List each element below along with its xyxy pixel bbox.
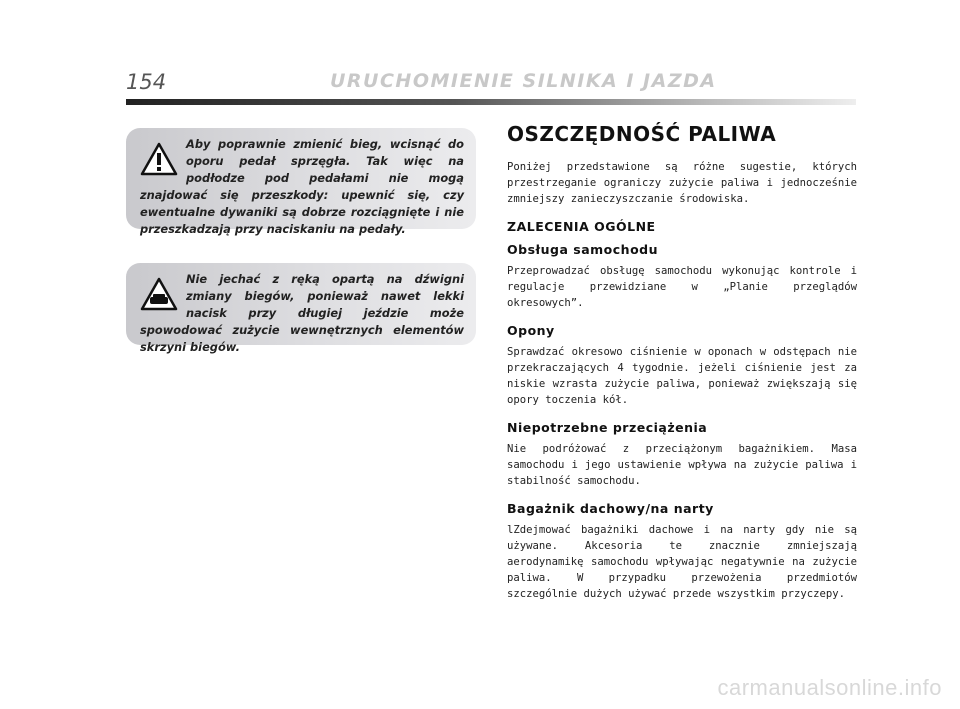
header-rule: [126, 99, 856, 105]
chapter-title: URUCHOMIENIE SILNIKA I JAZDA: [330, 70, 717, 92]
item-text-tyres: Sprawdzać okresowo ciśnienie w oponach w odstępach nie przekraczających 4 tygodnie. jeżeli ciśnienie jest za niskie wzrasta zużycie paliwa, ponieważ zwiększają się opory toczenia kół.: [507, 346, 857, 406]
watermark: carmanualsonline.info: [717, 675, 942, 700]
warning-triangle-icon: [140, 142, 178, 176]
warning-text: Nie jechać z ręką opartą na dźwigni zmiany biegów, ponieważ nawet lekki nacisk przy długiej jeździe może spowodować zużycie wewnętrznych elementów skrzyni biegów.: [140, 272, 464, 354]
attention-triangle-icon: [140, 277, 178, 311]
warning-box-clutch: [126, 128, 476, 236]
warning-box-gear-lever: [126, 263, 476, 354]
section-intro: Poniżej przedstawione są różne sugestie, których przestrzeganie ograniczy zużycie paliwa i jednocześnie zmniejszy zanieczyszczanie środowiska.: [507, 161, 857, 205]
item-text-roof-rack: lZdejmować bagażniki dachowe i na narty gdy nie są używane. Akcesoria te znacznie zmniejszają aerodynamikę samochodu wpływając negatywnie na zużycie paliwa. W przypadku przewożenia przedmiotów szczególnie dużych używać przede wszystkim przyczepy.: [507, 524, 857, 600]
item-title-overload: Niepotrzebne przeciążenia: [507, 420, 708, 435]
item-text-maintenance: Przeprowadzać obsługę samochodu wykonując kontrole i regulacje przewidziane w „Planie przeglądów okresowych”.: [507, 265, 857, 309]
item-title-tyres: Opony: [507, 323, 555, 338]
item-text-overload: Nie podróżować z przeciążonym bagażnikiem. Masa samochodu i jego ustawienie wpływa na zużycie paliwa i stabilność samochodu.: [507, 443, 857, 487]
fuel-economy-section: [507, 122, 857, 614]
warning-text: Aby poprawnie zmienić bieg, wcisnąć do oporu pedał sprzęgła. Tak więc na podłodze pod pedałami nie mogą znajdować się przeszkody: upewnić się, czy ewentualne dywaniki są dobrze rozciągnięte i nie przeszkadzają przy naciskaniu na pedały.: [140, 137, 464, 236]
page-number: 154: [126, 70, 167, 94]
item-title-roof-rack: Bagażnik dachowy/na narty: [507, 501, 714, 516]
section-title: OSZCZĘDNOŚĆ PALIWA: [507, 122, 777, 146]
subsection-title: ZALECENIA OGÓLNE: [507, 219, 656, 234]
item-title-maintenance: Obsługa samochodu: [507, 242, 659, 257]
